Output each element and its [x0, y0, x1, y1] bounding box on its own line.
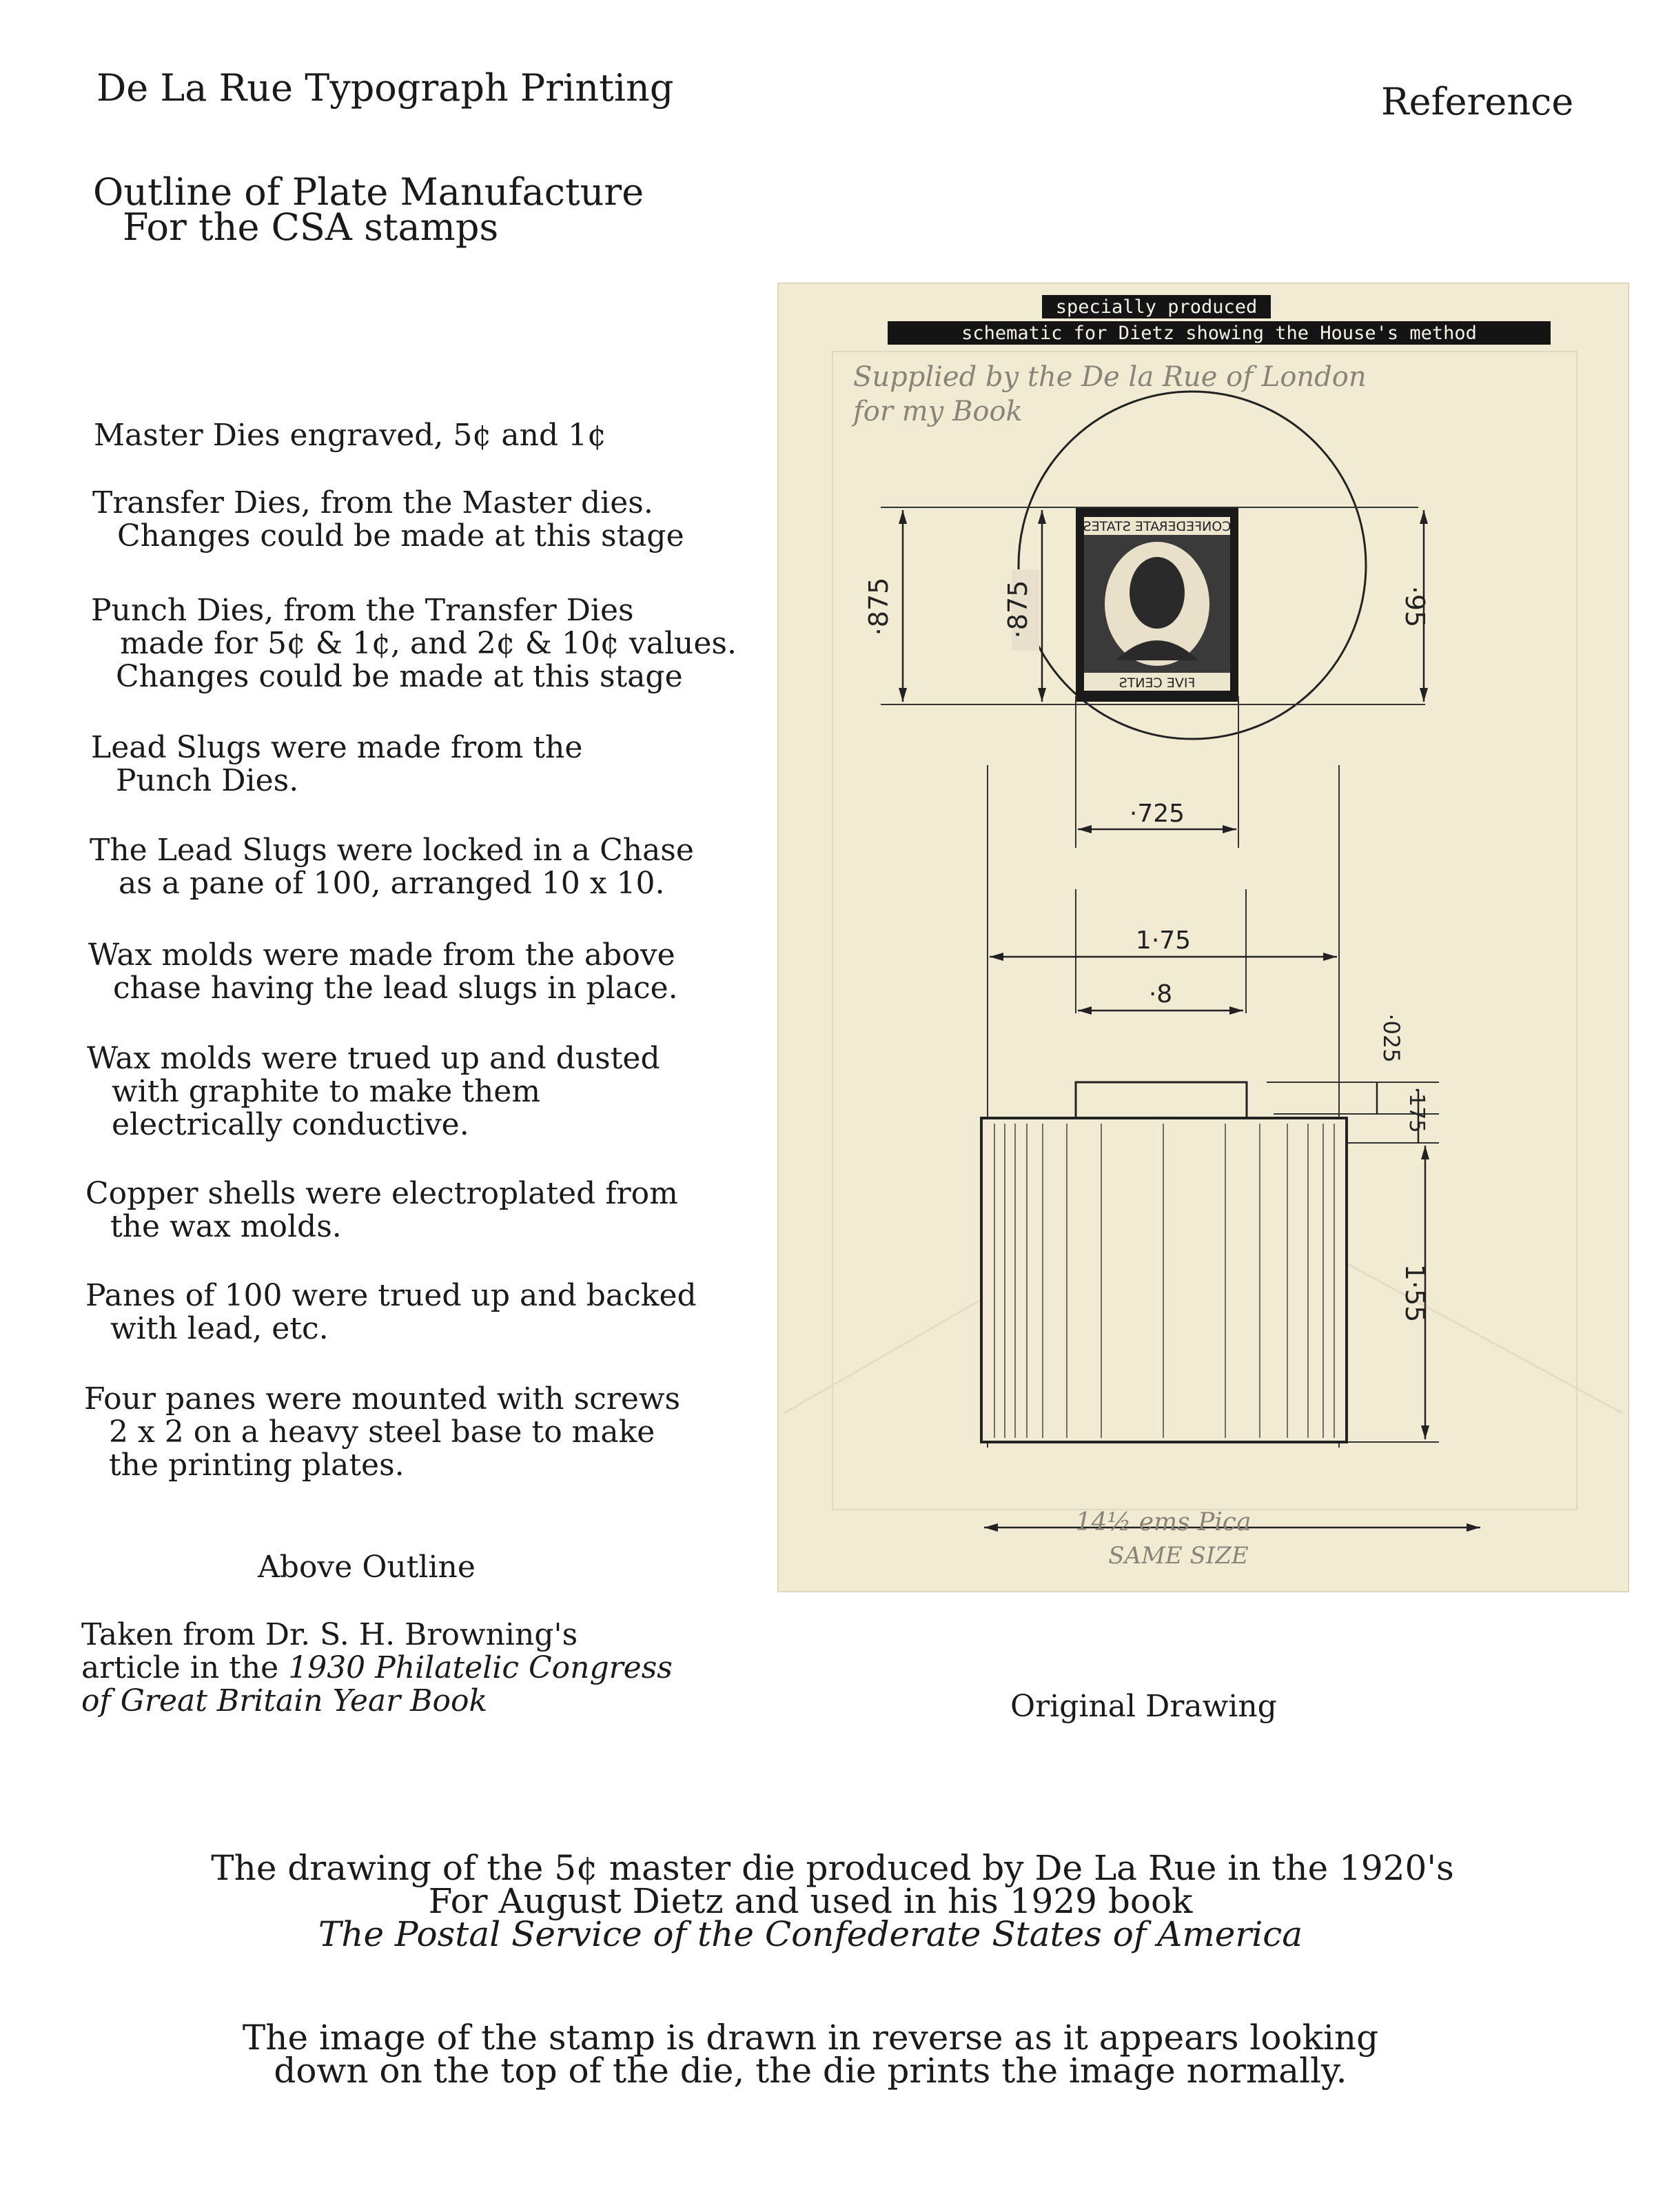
step-3 — [91, 594, 737, 693]
step-10-line-3: the printing plates. — [109, 1448, 405, 1483]
step-1-line-1: Master Dies engraved, 5¢ and 1¢ — [94, 418, 607, 453]
page-title: De La Rue Typograph Printing — [96, 66, 674, 110]
stamp-portrait-head — [1130, 557, 1185, 629]
step-2-line-2: Changes could be made at this stage — [117, 518, 684, 554]
dim-width-stamp: ·725 — [1129, 800, 1185, 828]
step-7-line-1: Wax molds were trued up and dusted — [87, 1041, 660, 1076]
step-9-line-2: with lead, etc. — [110, 1311, 329, 1346]
step-5-line-2: as a pane of 100, arranged 10 x 10. — [119, 866, 665, 901]
step-9 — [85, 1279, 697, 1346]
step-8-line-1: Copper shells were electroplated from — [85, 1176, 678, 1211]
step-6 — [88, 939, 678, 1005]
source-line-2-text: article in the — [81, 1650, 289, 1685]
dim-left-inner: ·875 — [1003, 580, 1033, 639]
dim-left-outer: ·875 — [864, 577, 894, 636]
dim-step: ·025 — [1378, 1013, 1404, 1063]
step-7 — [87, 1042, 660, 1141]
dim-block-height: 1·55 — [1400, 1264, 1430, 1323]
source-heading: Above Outline — [258, 1550, 476, 1585]
die-body — [981, 1118, 1347, 1442]
dim-right: ·95 — [1400, 585, 1430, 628]
bottom-line-1: The drawing of the 5¢ master die produced by De La Rue in the 1920's — [211, 1848, 1454, 1888]
source-book-title: 1930 Philatelic Congress — [288, 1650, 673, 1685]
handwritten-note-1: Supplied by the De la Rue of London — [853, 361, 1367, 393]
step-3-line-1: Punch Dies, from the Transfer Dies — [91, 593, 634, 628]
bottom-line-5: down on the top of the die, the die prints the image normally. — [274, 2051, 1347, 2091]
step-8-line-2: the wax molds. — [110, 1209, 342, 1244]
die-face-top — [1076, 1082, 1247, 1118]
step-5-line-1: The Lead Slugs were locked in a Chase — [90, 833, 694, 868]
step-7-line-2: with graphite to make them — [112, 1074, 541, 1109]
reference-label: Reference — [1381, 80, 1574, 123]
step-6-line-1: Wax molds were made from the above — [88, 937, 675, 973]
step-4-line-1: Lead Slugs were made from the — [91, 730, 583, 765]
bottom-book-title: The Postal Service of the Confederate States of America — [318, 1914, 1303, 1954]
footer-same-size: SAME SIZE — [1108, 1542, 1249, 1570]
step-4-line-2: Punch Dies. — [116, 763, 299, 798]
step-2 — [92, 487, 684, 553]
step-1 — [94, 419, 606, 452]
bottom-line-4: The image of the stamp is drawn in reverse as it appears looking — [242, 2018, 1379, 2058]
stamp-top-text: CONFEDERATE STATES — [1083, 519, 1232, 534]
outline-subtitle: For the CSA stamps — [123, 205, 499, 249]
step-6-line-2: chase having the lead slugs in place. — [113, 971, 678, 1006]
step-9-line-1: Panes of 100 were trued up and backed — [85, 1278, 697, 1313]
bottom-line-2: For August Dietz and used in his 1929 book — [428, 1881, 1193, 1921]
handwritten-note-2: for my Book — [853, 396, 1023, 427]
step-4 — [91, 731, 582, 798]
step-5 — [90, 834, 694, 900]
source-line-2 — [81, 1652, 673, 1685]
label-line-2: schematic for Dietz showing the House's method — [961, 323, 1477, 344]
step-8 — [85, 1177, 678, 1244]
bottom-line-3 — [0, 1916, 1621, 1952]
dim-width-block: 1·75 — [1135, 926, 1192, 955]
dim-width-top: ·8 — [1148, 980, 1173, 1008]
step-7-line-3: electrically conductive. — [112, 1107, 469, 1142]
stamp-bottom-text: FIVE CENTS — [1118, 676, 1196, 691]
step-10-line-2: 2 x 2 on a heavy steel base to make — [109, 1414, 655, 1450]
drawing-caption: Original Drawing — [1010, 1689, 1277, 1724]
step-3-line-2: made for 5¢ & 1¢, and 2¢ & 10¢ values. — [120, 626, 737, 661]
dim-top-height: ·175 — [1404, 1086, 1429, 1133]
step-10-line-1: Four panes were mounted with screws — [84, 1381, 681, 1417]
outline-title: Outline of Plate Manufacture — [93, 170, 644, 214]
footer-ems-pica: 14½ ems Pica — [1075, 1508, 1252, 1536]
step-2-line-1: Transfer Dies, from the Master dies. — [92, 485, 653, 520]
step-10 — [84, 1383, 680, 1482]
label-line-1: specially produced — [1055, 296, 1258, 318]
original-drawing — [777, 283, 1629, 1592]
source-book-title-cont: of Great Britain Year Book — [81, 1683, 488, 1718]
source-line-1: Taken from Dr. S. H. Browning's — [81, 1617, 578, 1652]
step-3-line-3: Changes could be made at this stage — [116, 659, 683, 694]
source-line-3 — [81, 1685, 487, 1718]
